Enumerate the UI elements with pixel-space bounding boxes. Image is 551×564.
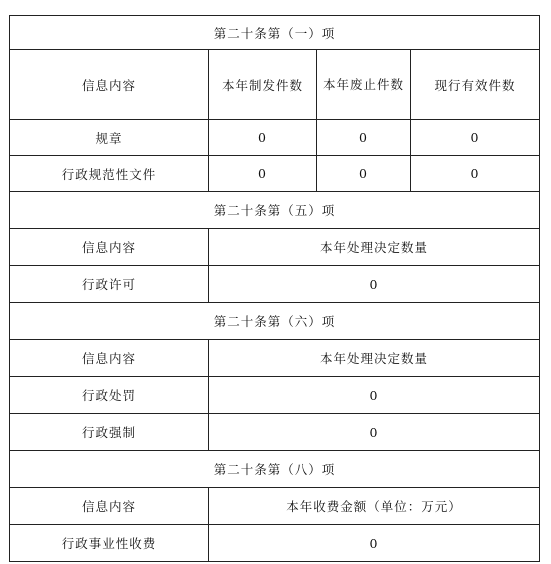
row-label: 规章 (10, 120, 209, 156)
cell-value: 0 (411, 156, 540, 192)
section-1-header-row (10, 50, 540, 120)
cell-value: 0 (317, 156, 411, 192)
table-row (10, 414, 540, 451)
header-fee-amount: 本年收费金额（单位：万元） (209, 488, 540, 525)
cell-value: 0 (209, 156, 317, 192)
section-8-header-row (10, 488, 540, 525)
disclosure-table (9, 15, 540, 562)
row-label: 行政处罚 (10, 377, 209, 414)
section-6-title-row (10, 303, 540, 340)
cell-value: 0 (317, 120, 411, 156)
section-8-title: 第二十条第（八）项 (10, 451, 540, 488)
header-valid-count: 现行有效件数 (411, 50, 540, 120)
header-repealed-count: 本年废止件数 (317, 50, 411, 120)
header-info-content: 信息内容 (10, 488, 209, 525)
cell-value: 0 (209, 377, 540, 414)
section-8-title-row (10, 451, 540, 488)
table-row (10, 156, 540, 192)
section-5-title-row (10, 192, 540, 229)
header-decision-count: 本年处理决定数量 (209, 229, 540, 266)
header-info-content: 信息内容 (10, 340, 209, 377)
header-decision-count: 本年处理决定数量 (209, 340, 540, 377)
section-1-title: 第二十条第（一）项 (10, 16, 540, 50)
row-label: 行政事业性收费 (10, 525, 209, 562)
cell-value: 0 (209, 266, 540, 303)
row-label: 行政强制 (10, 414, 209, 451)
section-6-title: 第二十条第（六）项 (10, 303, 540, 340)
header-info-content: 信息内容 (10, 50, 209, 120)
table-row (10, 377, 540, 414)
section-6-header-row (10, 340, 540, 377)
header-issued-count: 本年制发件数 (209, 50, 317, 120)
section-1-title-row (10, 16, 540, 50)
section-5-title: 第二十条第（五）项 (10, 192, 540, 229)
section-5-header-row (10, 229, 540, 266)
row-label: 行政许可 (10, 266, 209, 303)
cell-value: 0 (411, 120, 540, 156)
cell-value: 0 (209, 120, 317, 156)
header-info-content: 信息内容 (10, 229, 209, 266)
table-row (10, 266, 540, 303)
table-row (10, 525, 540, 562)
row-label: 行政规范性文件 (10, 156, 209, 192)
table-row (10, 120, 540, 156)
cell-value: 0 (209, 414, 540, 451)
cell-value: 0 (209, 525, 540, 562)
